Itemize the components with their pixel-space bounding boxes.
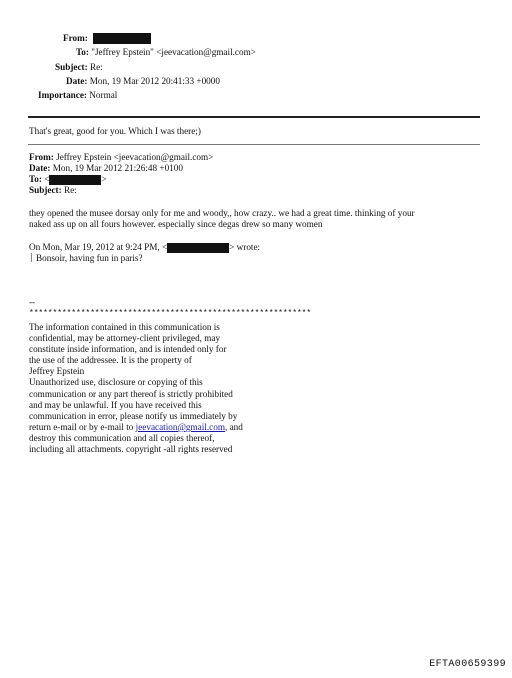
header-date-value: Mon, 19 Mar 2012 20:41:33 +0000	[89, 76, 220, 86]
reply-text: That's great, good for you. Which I was there;)	[29, 126, 201, 136]
bates-number: EFTA00659399	[429, 659, 506, 670]
disclaimer-line: communication in error, please notify us immediately by	[29, 410, 238, 421]
signature-separator: --	[29, 297, 36, 307]
disclaimer-line: Jeffrey Epstein	[29, 366, 85, 377]
disclaimer	[29, 322, 243, 455]
header-date-row	[66, 76, 220, 87]
disclaimer-line10-suffix: , and	[224, 421, 243, 432]
disclaimer-line: confidential, may be attorney-client privileged, may	[29, 333, 221, 344]
quoted-to-suffix: >	[101, 174, 107, 184]
email-link[interactable]: jeevacation@gmail.com	[135, 421, 225, 432]
prior-quoted-text: Bonsoir, having fun in paris?	[36, 253, 143, 263]
disclaimer-line: constitute inside information, and is intended only for	[29, 344, 227, 355]
quoted-date-label: Date:	[29, 163, 51, 173]
disclaimer-line	[29, 422, 243, 433]
quoted-subject-row	[29, 185, 77, 196]
disclaimer-line10-prefix: return e-mail or by e-mail to	[29, 421, 136, 432]
header-to-row	[76, 47, 256, 58]
header-subject-row	[55, 62, 103, 73]
disclaimer-line: communication or any part thereof is strictly prohibited	[29, 388, 233, 399]
header-importance-label: Importance:	[38, 90, 87, 100]
quoted-date-row	[29, 163, 183, 174]
header-subject-value: Re:	[89, 62, 103, 72]
disclaimer-line: the use of the addressee. It is the property of	[29, 355, 192, 366]
prior-attribution	[29, 242, 260, 253]
header-subject-label: Subject:	[55, 62, 88, 72]
quoted-to-row	[29, 174, 107, 185]
disclaimer-line: The information contained in this communication is	[29, 322, 220, 332]
quoted-date-value: Mon, 19 Mar 2012 21:26:48 +0100	[52, 163, 183, 173]
quoted-from-value: Jeffrey Epstein <jeevacation@gmail.com>	[56, 152, 214, 162]
disclaimer-line: and may be unlawful. If you have received this	[29, 399, 202, 410]
quoted-subject-value: Re:	[63, 185, 77, 195]
header-to-value: "Jeffrey Epstein" <jeevacation@gmail.com>	[91, 47, 256, 57]
quoted-from-label: From:	[29, 152, 54, 162]
redaction-box	[167, 243, 229, 253]
header-to-label: To:	[76, 47, 89, 57]
header-importance-value: Normal	[89, 90, 118, 100]
quoted-to-label: To:	[29, 174, 42, 184]
quoted-subject-label: Subject:	[29, 185, 62, 195]
prior-attribution-suffix: > wrote:	[229, 242, 261, 252]
disclaimer-line: destroy this communication and all copies thereof,	[29, 432, 215, 443]
quoted-to-prefix: <	[44, 174, 50, 184]
prior-attribution-prefix: On Mon, Mar 19, 2012 at 9:24 PM, <	[29, 242, 168, 252]
prior-quoted-line	[31, 253, 143, 264]
redaction-box	[93, 33, 151, 44]
message-line-1: they opened the musee dorsay only for me and woody,, how crazy.. we had a great time. thinking of your	[29, 208, 415, 218]
header-importance-row	[38, 90, 117, 101]
disclaimer-line: including all attachments. copyright -all rights reserved	[29, 444, 233, 455]
signature-stars: ************************************************************	[29, 309, 312, 318]
header-from-row	[63, 33, 151, 44]
quoted-from-row	[29, 152, 213, 163]
quote-bar	[31, 253, 32, 262]
quoted-divider	[28, 144, 480, 145]
header-divider	[28, 116, 480, 118]
header-date-label: Date:	[66, 76, 88, 86]
header-from-label: From:	[63, 33, 88, 43]
message-line-2: naked ass up on all fours however. especially since degas drew so many women	[29, 219, 323, 229]
disclaimer-line: Unauthorized use, disclosure or copying of this	[29, 377, 203, 388]
redaction-box	[49, 175, 101, 185]
